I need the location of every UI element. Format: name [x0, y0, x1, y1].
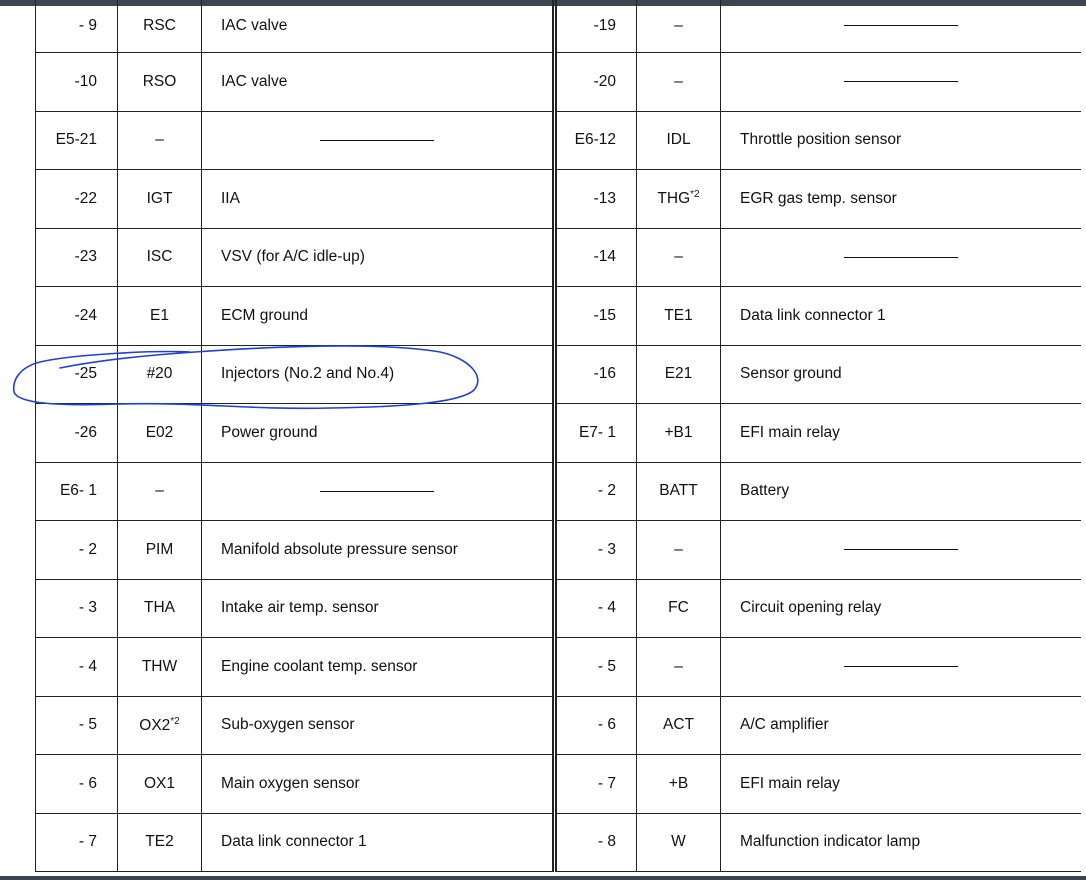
table-row [36, 53, 1081, 112]
right-signal-cell-text: – [674, 540, 683, 558]
left-description-cell-text: Injectors (No.2 and No.4) [221, 365, 395, 383]
left-terminal-cell [36, 111, 118, 170]
left-terminal-cell [36, 345, 118, 404]
right-description-cell [721, 638, 1081, 697]
right-description-cell [721, 579, 1081, 638]
right-terminal-cell [555, 0, 637, 53]
right-terminal-cell-text: -14 [593, 248, 616, 266]
right-description-cell [721, 345, 1081, 404]
left-description-cell [202, 696, 555, 755]
table-row [36, 111, 1081, 170]
left-signal-cell-text: TE2 [145, 833, 174, 851]
left-signal-cell-text: IGT [146, 189, 173, 207]
left-terminal-cell-text: -24 [74, 306, 97, 324]
left-signal-cell-text: E1 [150, 306, 169, 324]
right-description-cell-text: EFI main relay [740, 423, 840, 441]
blank-dash-line [844, 25, 958, 26]
left-signal-cell [118, 287, 202, 346]
right-signal-cell [637, 462, 721, 521]
right-signal-cell-text: W [671, 833, 686, 851]
right-terminal-cell-text: E6-12 [574, 131, 616, 149]
left-description-cell-text: ECM ground [221, 306, 309, 324]
right-signal-cell-text: – [674, 17, 683, 34]
left-terminal-cell-text: -22 [74, 189, 97, 207]
left-terminal-cell [36, 287, 118, 346]
right-signal-cell [637, 579, 721, 638]
right-description-cell [721, 53, 1081, 112]
right-description-cell [721, 462, 1081, 521]
right-signal-cell [637, 696, 721, 755]
left-description-cell [202, 755, 555, 814]
blank-dash-line [320, 491, 434, 492]
left-signal-cell-text: PIM [145, 540, 174, 558]
right-description-cell [721, 287, 1081, 346]
right-signal-cell [637, 813, 721, 872]
right-terminal-cell [555, 462, 637, 521]
right-terminal-cell-text: - 6 [597, 716, 616, 734]
table-row [36, 813, 1081, 872]
left-signal-cell [118, 521, 202, 580]
left-description-cell [202, 813, 555, 872]
right-signal-cell-text: – [674, 248, 683, 266]
right-terminal-cell-text: E7- 1 [578, 423, 616, 441]
left-signal-cell [118, 579, 202, 638]
right-terminal-cell [555, 53, 637, 112]
right-signal-cell [637, 287, 721, 346]
table-row [36, 228, 1081, 287]
right-description-cell-text: EGR gas temp. sensor [740, 189, 897, 207]
left-description-cell-text: Main oxygen sensor [221, 774, 360, 792]
right-description-cell-text: Throttle position sensor [740, 131, 902, 149]
right-terminal-cell [555, 521, 637, 580]
right-terminal-cell-text: - 7 [597, 774, 616, 792]
left-description-cell-text: Intake air temp. sensor [221, 599, 379, 617]
left-terminal-cell [36, 170, 118, 229]
table-row [36, 579, 1081, 638]
left-signal-cell [118, 462, 202, 521]
left-terminal-cell [36, 462, 118, 521]
left-terminal-cell-text: - 7 [78, 833, 97, 851]
left-signal-cell-text: – [155, 482, 164, 500]
table-row [36, 287, 1081, 346]
left-terminal-cell [36, 521, 118, 580]
left-terminal-cell [36, 579, 118, 638]
right-description-cell-text: Sensor ground [740, 365, 842, 383]
blank-dash-line [844, 257, 958, 258]
right-terminal-cell-text: -15 [593, 306, 616, 324]
blank-dash-line [320, 140, 434, 141]
right-terminal-cell-text: - 8 [597, 833, 616, 851]
left-signal-cell-text: ISC [146, 248, 173, 266]
left-terminal-cell-text: -25 [74, 365, 97, 383]
right-signal-cell-text: BATT [659, 482, 698, 500]
left-signal-cell-text: – [155, 131, 164, 149]
right-description-cell [721, 404, 1081, 463]
left-signal-cell-text: THA [144, 599, 175, 617]
left-signal-cell-text: E02 [145, 423, 174, 441]
left-terminal-cell-text: E6- 1 [59, 482, 97, 500]
right-signal-cell [637, 53, 721, 112]
left-signal-cell [118, 813, 202, 872]
right-description-cell [721, 228, 1081, 287]
right-terminal-cell-text: - 4 [597, 599, 616, 617]
right-signal-cell [637, 521, 721, 580]
right-terminal-cell-text: -19 [593, 17, 616, 34]
right-terminal-cell [555, 638, 637, 697]
right-signal-cell [637, 0, 721, 53]
left-signal-cell-text: THW [141, 657, 178, 675]
left-signal-cell [118, 170, 202, 229]
right-terminal-cell [555, 228, 637, 287]
left-description-cell [202, 345, 555, 404]
left-signal-cell [118, 345, 202, 404]
left-terminal-cell [36, 813, 118, 872]
right-signal-cell-text: ACT [663, 716, 694, 734]
table-row [36, 170, 1081, 229]
right-description-cell-text: Circuit opening relay [740, 599, 882, 617]
right-terminal-cell-text: -20 [593, 72, 616, 90]
right-description-cell [721, 170, 1081, 229]
right-description-cell-text: Data link connector 1 [740, 306, 886, 324]
left-description-cell [202, 404, 555, 463]
left-terminal-cell-text: -23 [74, 248, 97, 266]
footnote-mark: *2 [170, 715, 180, 727]
left-terminal-cell-text: E5-21 [55, 131, 97, 149]
table-row [36, 638, 1081, 697]
left-terminal-cell-text: - 2 [78, 540, 97, 558]
left-terminal-cell [36, 53, 118, 112]
left-signal-cell-text: OX1 [143, 774, 175, 792]
right-signal-cell-text: +B [668, 774, 689, 792]
left-terminal-cell [36, 755, 118, 814]
left-description-cell [202, 111, 555, 170]
right-signal-cell [637, 170, 721, 229]
left-signal-cell [118, 404, 202, 463]
left-signal-cell-text: OX2 [139, 716, 171, 734]
right-signal-cell [637, 638, 721, 697]
left-description-cell-text: Engine coolant temp. sensor [221, 657, 418, 675]
left-terminal-cell-text: -10 [74, 72, 97, 90]
ecm-terminal-table [35, 0, 1081, 872]
left-description-cell-text: Power ground [221, 423, 318, 441]
right-terminal-cell [555, 755, 637, 814]
right-signal-cell [637, 755, 721, 814]
left-signal-cell [118, 755, 202, 814]
left-terminal-cell-text: - 3 [78, 599, 97, 617]
blank-dash-line [844, 549, 958, 550]
left-description-cell [202, 638, 555, 697]
left-signal-cell-text: RSC [143, 17, 176, 34]
left-terminal-cell-text: - 4 [78, 657, 97, 675]
table-row [36, 755, 1081, 814]
left-terminal-cell-text: - 6 [78, 774, 97, 792]
left-description-cell-text: Sub-oxygen sensor [221, 716, 355, 734]
table-row [36, 462, 1081, 521]
right-terminal-cell-text: -16 [593, 365, 616, 383]
right-terminal-cell-text: -13 [593, 189, 616, 207]
left-description-cell [202, 462, 555, 521]
left-description-cell-text: IAC valve [221, 72, 288, 90]
right-description-cell [721, 111, 1081, 170]
right-signal-cell-text: +B1 [664, 423, 693, 441]
left-description-cell-text: Data link connector 1 [221, 833, 367, 851]
left-terminal-cell [36, 404, 118, 463]
right-signal-cell-text: – [674, 657, 683, 675]
right-terminal-cell [555, 696, 637, 755]
left-signal-cell [118, 228, 202, 287]
left-signal-cell [118, 638, 202, 697]
table-row [36, 0, 1081, 53]
right-description-cell [721, 521, 1081, 580]
left-description-cell-text: VSV (for A/C idle-up) [221, 248, 365, 266]
right-description-cell [721, 813, 1081, 872]
right-signal-cell-text: THG [657, 190, 691, 208]
right-description-cell-text: Malfunction indicator lamp [740, 833, 921, 851]
left-terminal-cell-text: - 9 [78, 17, 97, 34]
footnote-mark: *2 [690, 189, 700, 201]
right-description-cell-text: Battery [740, 482, 790, 500]
right-signal-cell-text: – [674, 72, 683, 90]
right-description-cell-text: EFI main relay [740, 774, 840, 792]
left-terminal-cell [36, 0, 118, 53]
left-terminal-cell [36, 696, 118, 755]
left-description-cell [202, 0, 555, 53]
left-terminal-cell [36, 638, 118, 697]
left-description-cell [202, 228, 555, 287]
right-signal-cell [637, 404, 721, 463]
left-signal-cell [118, 53, 202, 112]
right-terminal-cell-text: - 2 [597, 482, 616, 500]
left-description-cell-text: IAC valve [221, 17, 288, 34]
left-signal-cell [118, 111, 202, 170]
right-terminal-cell [555, 345, 637, 404]
right-terminal-cell-text: - 3 [597, 540, 616, 558]
table-row [36, 404, 1081, 463]
right-terminal-cell [555, 170, 637, 229]
left-signal-cell-text: #20 [146, 365, 173, 383]
right-signal-cell [637, 111, 721, 170]
right-terminal-cell [555, 287, 637, 346]
left-description-cell [202, 53, 555, 112]
left-description-cell [202, 579, 555, 638]
right-description-cell [721, 755, 1081, 814]
blank-dash-line [844, 666, 958, 667]
left-signal-cell [118, 0, 202, 53]
table-row [36, 521, 1081, 580]
right-signal-cell-text: E21 [664, 365, 693, 383]
table-row [36, 345, 1081, 404]
right-signal-cell-text: IDL [666, 131, 691, 149]
left-terminal-cell [36, 228, 118, 287]
right-terminal-cell-text: - 5 [597, 657, 616, 675]
left-description-cell [202, 287, 555, 346]
left-terminal-cell-text: - 5 [78, 716, 97, 734]
right-signal-cell-text: FC [668, 599, 689, 617]
right-terminal-cell [555, 813, 637, 872]
right-terminal-cell [555, 111, 637, 170]
right-terminal-cell [555, 579, 637, 638]
table-body [36, 0, 1081, 872]
right-signal-cell [637, 228, 721, 287]
right-signal-cell-text: TE1 [664, 306, 693, 324]
left-description-cell [202, 170, 555, 229]
right-description-cell [721, 0, 1081, 53]
right-signal-cell [637, 345, 721, 404]
table-row [36, 696, 1081, 755]
left-description-cell-text: Manifold absolute pressure sensor [221, 540, 458, 558]
left-signal-cell [118, 696, 202, 755]
left-terminal-cell-text: -26 [74, 423, 97, 441]
left-signal-cell-text: RSO [142, 72, 177, 90]
window-bottom-border [0, 876, 1086, 880]
blank-dash-line [844, 81, 958, 82]
left-description-cell [202, 521, 555, 580]
right-terminal-cell [555, 404, 637, 463]
right-description-cell [721, 696, 1081, 755]
right-description-cell-text: A/C amplifier [740, 716, 829, 734]
left-description-cell-text: IIA [221, 189, 240, 207]
